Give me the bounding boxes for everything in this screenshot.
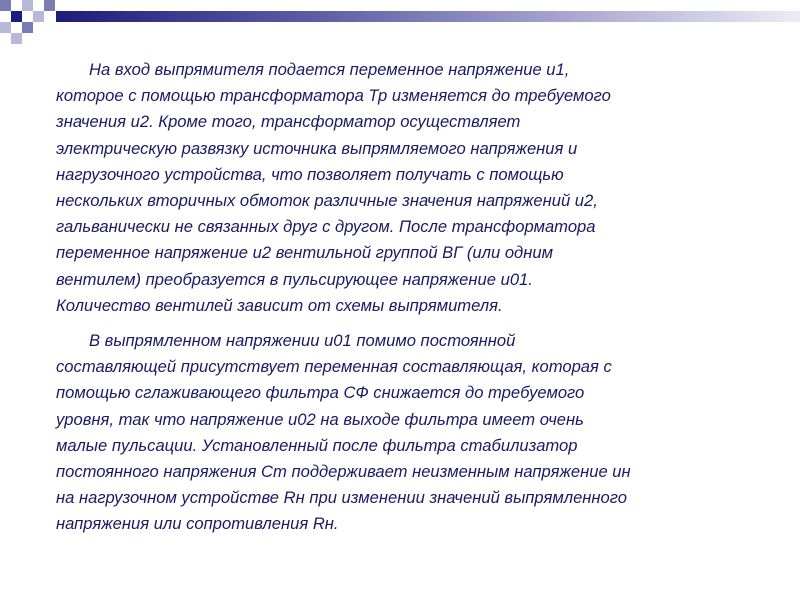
header-gradient-bar xyxy=(56,11,800,22)
deco-square xyxy=(33,11,44,22)
deco-square xyxy=(11,11,22,22)
slide-body xyxy=(56,57,756,538)
deco-square xyxy=(0,0,11,11)
deco-square xyxy=(11,33,22,44)
deco-square xyxy=(44,0,55,11)
paragraph-rectifier-input: На вход выпрямителя подается переменное напряжение u1, которое с помощью трансформатора Тр изменяется до требуемого значения u2. Кроме того, трансформатор осуществляет электрическую развязку источника выпрямляемого напряжения и нагрузочного устройства, что позволяет получать с помощью нескольких вторичных обмоток различные значения напряжений u2, гальванически не связанных друг с другом. После трансформатора переменное напряжение u2 вентильной группой ВГ (или одним вентилем) преобразуется в пульсирующее напряжение u01. Количество вентилей зависит от схемы выпрямителя. xyxy=(56,60,611,315)
deco-square xyxy=(22,0,33,11)
paragraph-filter-stabilizer: В выпрямленном напряжении u01 помимо постоянной составляющей присутствует переменная составляющая, которая с помощью сглаживающего фильтра СФ снижается до требуемого уровня, так что напряжение u02 на выходе фильтра имеет очень малые пульсации. Установленный после фильтра стабилизатор постоянного напряжения Ст поддерживает неизменным напряжение uн на нагрузочном устройстве Rн при изменении значений выпрямленного напряжения или сопротивления Rн. xyxy=(56,331,631,534)
corner-decoration xyxy=(0,0,70,50)
deco-square xyxy=(22,22,33,33)
deco-square xyxy=(0,22,11,33)
